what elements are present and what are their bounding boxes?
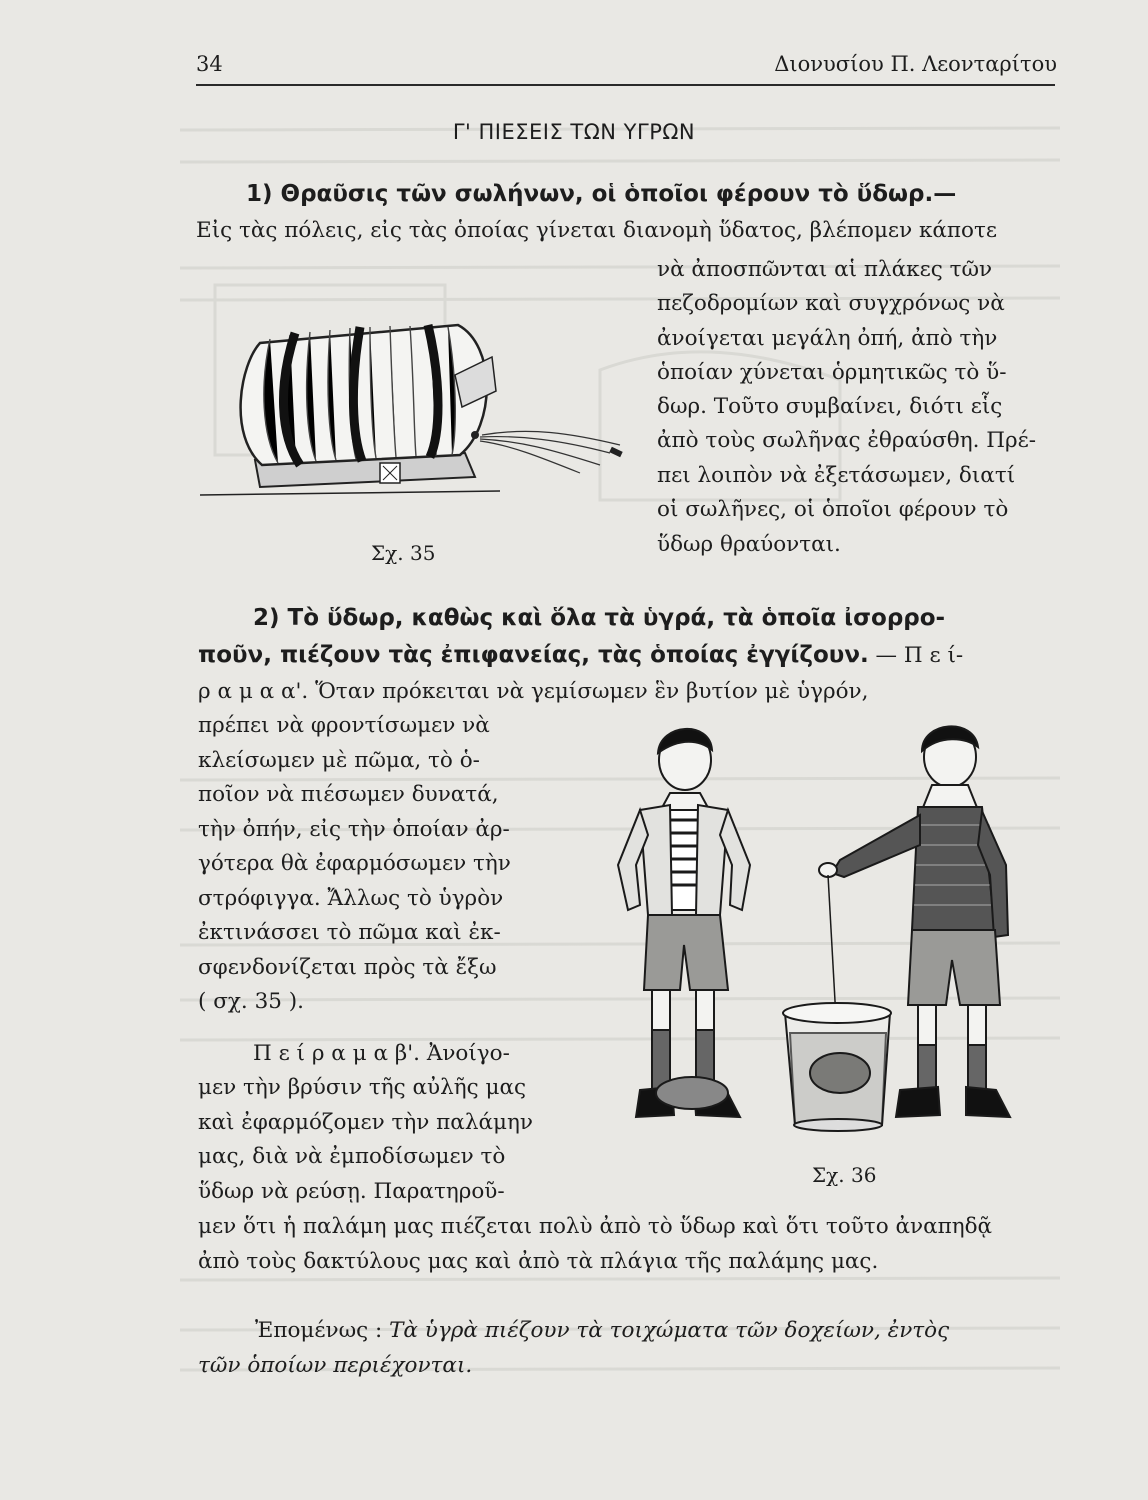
item2-line: ποῖον νὰ πιέσωμεν δυνατά, bbox=[198, 782, 499, 807]
running-header-author: Διονυσίου Π. Λεονταρίτου bbox=[774, 52, 1057, 76]
item1-line: δωρ. Τοῦτο συμβαίνει, διότι εἷς bbox=[657, 394, 1003, 419]
item2-line: πρέπει νὰ φροντίσωμεν νὰ bbox=[198, 713, 490, 738]
item1-line: ἀπὸ τοὺς σωλῆνας ἐθραύσθη. Πρέ- bbox=[657, 428, 1037, 453]
item1-line: πει λοιπὸν νὰ ἐξετάσωμεν, διατί bbox=[657, 463, 1016, 488]
item2-line: καὶ ἐφαρμόζομεν τὴν παλάμην bbox=[198, 1110, 533, 1135]
item2-line: μας, διὰ νὰ ἐμποδίσωμεν τὸ bbox=[198, 1144, 506, 1169]
item1-line: πεζοδρομίων καὶ συγχρόνως νὰ bbox=[657, 291, 1005, 316]
item2-line: ἀπὸ τοὺς δακτύλους μας καὶ ἀπὸ τὰ πλάγια τῆς παλάμης μας. bbox=[198, 1249, 879, 1274]
item2-line: ( σχ. 35 ). bbox=[198, 989, 305, 1014]
item2-line: μεν ὅτι ἡ παλάμη μας πιέζεται πολὺ ἀπὸ τὸ ὕδωρ καὶ ὅτι τοῦτο ἀναπηδᾷ bbox=[198, 1214, 993, 1239]
item2-line: τὴν ὀπήν, εἰς τὴν ὁποίαν ἀρ- bbox=[198, 817, 510, 842]
section-title: Γ' ΠΙΕΣΕΙΣ ΤΩΝ ΥΓΡΩΝ bbox=[452, 120, 696, 144]
page-number: 34 bbox=[196, 52, 223, 76]
item1-line: Εἰς τὰς πόλεις, εἰς τὰς ὁποίας γίνεται διανομὴ ὕδατος, βλέπομεν κάποτε bbox=[196, 218, 998, 243]
item2-line: σφενδονίζεται πρὸς τὰ ἔξω bbox=[198, 955, 497, 980]
two-boys-bucket-icon bbox=[618, 726, 1010, 1131]
item2-heading-line1: 2) Τὸ ὕδωρ, καθὼς καὶ ὅλα τὰ ὑγρά, τὰ ὁποῖα ἰσορρο- bbox=[253, 605, 946, 631]
item1-line: ὁποίαν χύνεται ὁρμητικῶς τὸ ὕ- bbox=[657, 360, 1007, 385]
item2-line: γότερα θὰ ἐφαρμόσωμεν τὴν bbox=[198, 851, 511, 876]
figure-36-caption: Σχ. 36 bbox=[812, 1163, 877, 1187]
item2-line: ἐκτινάσσει τὸ πῶμα καὶ ἐκ- bbox=[198, 920, 501, 945]
conclusion-italic-2: τῶν ὁποίων περιέχονται. bbox=[198, 1353, 473, 1378]
two-boys-illustration bbox=[600, 715, 1040, 1155]
barrel-illustration bbox=[200, 295, 640, 515]
item2-line: Π ε ί ρ α μ α β'. Ἀνοίγο- bbox=[253, 1041, 510, 1066]
item1-heading: 1) Θραῦσις τῶν σωλήνων, οἱ ὁποῖοι φέρουν τὸ ὕδωρ.— bbox=[246, 181, 957, 207]
item2-line: στρόφιγγα. Ἄλλως τὸ ὑγρὸν bbox=[198, 886, 504, 911]
item2-line: ὕδωρ νὰ ρεύσῃ. Παρατηροῦ- bbox=[198, 1179, 505, 1204]
figure-35-caption: Σχ. 35 bbox=[371, 541, 436, 565]
item2-heading-tail: — Π ε ί- bbox=[868, 643, 964, 668]
item2-heading-line2-wrap bbox=[198, 642, 963, 668]
item2-line: κλείσωμεν μὲ πῶμα, τὸ ὁ- bbox=[198, 748, 480, 773]
item1-line: οἱ σωλῆνες, οἱ ὁποῖοι φέρουν τὸ bbox=[657, 497, 1009, 522]
item1-line: ὕδωρ θραύονται. bbox=[657, 532, 841, 557]
barrel-icon bbox=[200, 325, 623, 495]
conclusion-lead: Ἐπομένως : bbox=[255, 1318, 383, 1343]
item1-line: ἀνοίγεται μεγάλη ὀπή, ἀπὸ τὴν bbox=[657, 326, 998, 351]
header-rule bbox=[196, 84, 1055, 86]
item2-line: ρ α μ α α'. Ὅταν πρόκειται νὰ γεμίσωμεν ἓν βυτίον μὲ ὑγρόν, bbox=[198, 679, 869, 704]
item2-line: μεν τὴν βρύσιν τῆς αὐλῆς μας bbox=[198, 1075, 527, 1100]
conclusion-line1 bbox=[255, 1318, 949, 1343]
item1-line: νὰ ἀποσπῶνται αἱ πλάκες τῶν bbox=[657, 257, 993, 282]
conclusion-italic-1: Τὰ ὑγρὰ πιέζουν τὰ τοιχώματα τῶν δοχείων, ἐντὸς bbox=[389, 1318, 950, 1343]
item2-heading-line2: ποῦν, πιέζουν τὰς ἐπιφανείας, τὰς ὁποίας ἐγγίζουν. bbox=[198, 642, 869, 668]
